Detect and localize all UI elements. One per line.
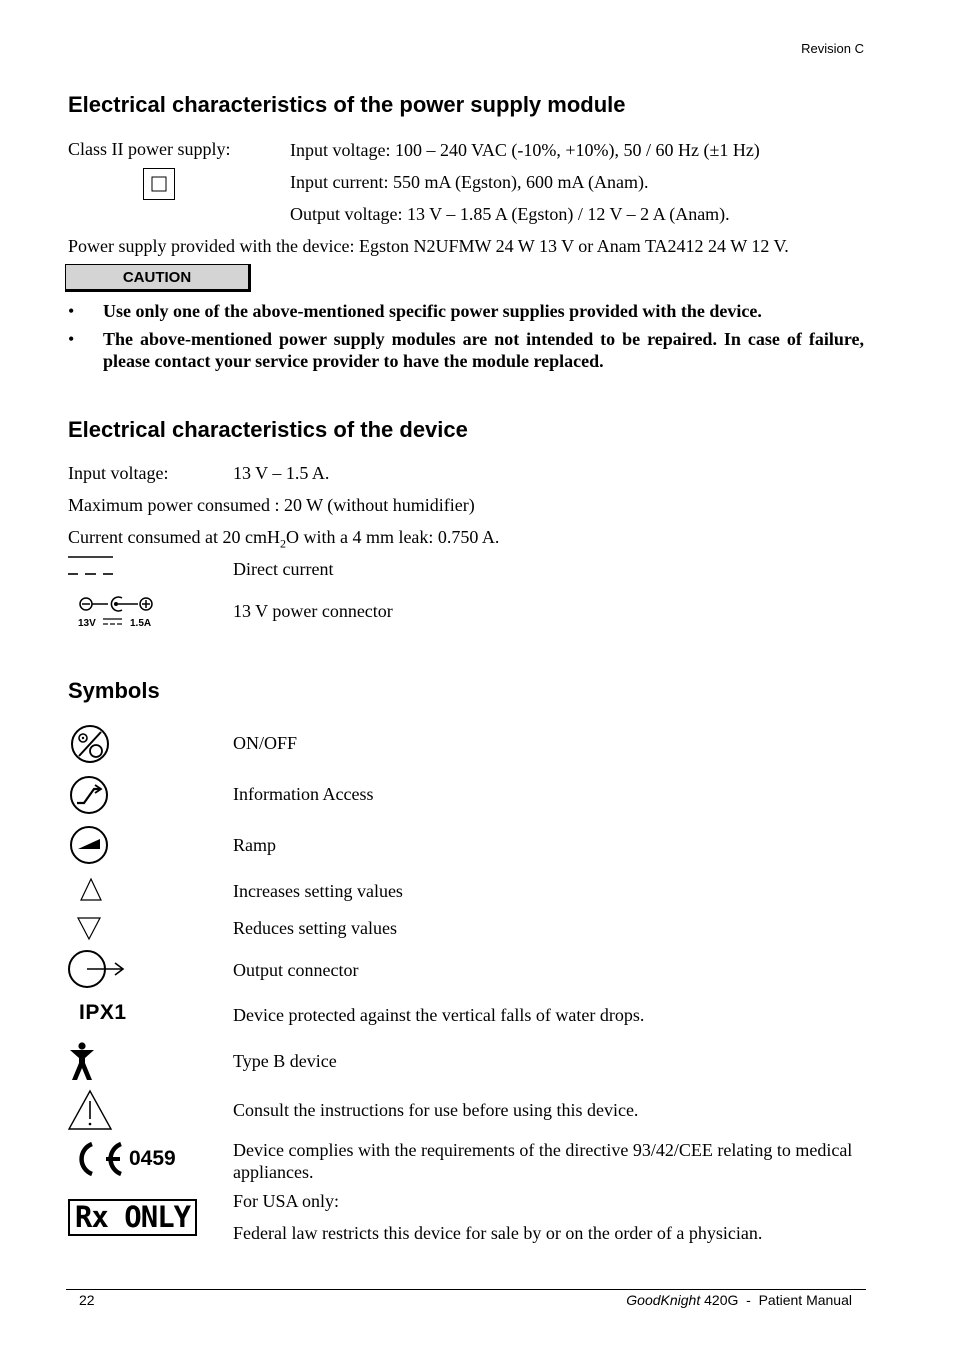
footer-divider [66, 1289, 866, 1290]
symbol-label-increase: Increases setting values [233, 881, 403, 901]
symbol-label-ramp: Ramp [233, 835, 276, 855]
device-input-voltage-label: Input voltage: [68, 463, 169, 483]
psu-input-current: Input current: 550 mA (Egston), 600 mA (Anam). [290, 172, 649, 192]
ce-mark-icon [68, 1140, 126, 1178]
direct-current-label: Direct current [233, 559, 334, 579]
device-current-consumed: Current consumed at 20 cmH$_2$O with a 4 mm leak: 0.750 A. [68, 527, 500, 551]
power-connector-label: 13 V power connector [233, 601, 393, 621]
triangle-down-icon [77, 916, 101, 940]
symbol-label-type-b: Type B device [233, 1051, 337, 1071]
symbol-label-usa-only: For USA only: [233, 1191, 340, 1211]
psu-provided: Power supply provided with the device: Egston N2UFMW 24 W 13 V or Anam TA2412 24 W 12 V. [68, 236, 789, 256]
information-access-icon [69, 775, 109, 815]
section-title-symbols: Symbols [68, 678, 160, 703]
revision-label: Revision C [801, 41, 864, 56]
symbol-label-ipx1: Device protected against the vertical falls of water drops. [233, 1005, 645, 1025]
caution-label: CAUTION [65, 264, 251, 292]
symbol-label-on-off: ON/OFF [233, 733, 298, 753]
ce-notified-body-number: 0459 [129, 1147, 176, 1170]
symbol-label-rx-only: Federal law restricts this device for sale by or on the order of a physician. [233, 1223, 763, 1243]
type-b-device-icon [68, 1042, 98, 1082]
bullet-marker: • [68, 301, 75, 321]
direct-current-icon [68, 556, 114, 578]
warning-triangle-icon [67, 1089, 113, 1131]
psu-output-voltage: Output voltage: 13 V – 1.85 A (Egston) / 12 V – 2 A (Anam). [290, 204, 730, 224]
footer-product-title: GoodKnight 420G - Patient Manual [626, 1292, 852, 1308]
section-title-device: Electrical characteristics of the device [68, 417, 468, 442]
output-connector-icon [68, 950, 126, 990]
page-number: 22 [79, 1292, 95, 1308]
ramp-icon [69, 825, 109, 865]
triangle-up-icon [80, 878, 102, 902]
symbol-label-information-access: Information Access [233, 784, 374, 804]
caution-bullet-2: The above-mentioned power supply modules are not intended to be repaired. In case of failure, please contact your service provider to have the module replaced. [103, 329, 864, 371]
psu-input-voltage: Input voltage: 100 – 240 VAC (-10%, +10%), 50 / 60 Hz (±1 Hz) [290, 140, 760, 160]
symbol-label-decrease: Reduces setting values [233, 918, 397, 938]
class-ii-label: Class II power supply: [68, 139, 231, 159]
power-connector-polarity-icon [78, 595, 156, 629]
symbol-label-warning: Consult the instructions for use before using this device. [233, 1100, 639, 1120]
section-title-power-supply: Electrical characteristics of the power supply module [68, 92, 626, 117]
symbol-label-ce: Device complies with the requirements of the directive 93/42/CEE relating to medical appliances. [233, 1140, 853, 1182]
caution-bullet-1: Use only one of the above-mentioned specific power supplies provided with the device. [103, 301, 762, 321]
class-ii-double-square-icon [143, 168, 175, 201]
bullet-marker: • [68, 329, 75, 349]
ipx1-icon: IPX1 [79, 1001, 127, 1024]
on-off-icon [70, 724, 110, 764]
symbol-label-output-connector: Output connector [233, 960, 359, 980]
rx-only-icon: Rx ONLY [68, 1199, 197, 1236]
device-max-power: Maximum power consumed : 20 W (without humidifier) [68, 495, 475, 515]
connector-current-text: 1.5A [130, 618, 152, 629]
connector-voltage-text: 13V [78, 618, 96, 629]
device-input-voltage-value: 13 V – 1.5 A. [233, 463, 330, 483]
